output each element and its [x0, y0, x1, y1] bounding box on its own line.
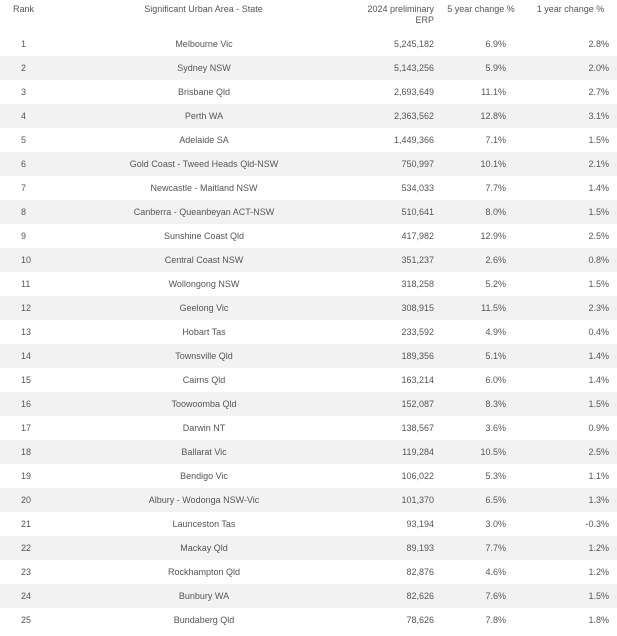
rank-cell: 23 — [21, 567, 32, 577]
five-year-change-cell: 11.1% — [481, 87, 506, 97]
erp-cell: 1,449,366 — [393, 135, 434, 145]
table-row — [0, 368, 617, 392]
rank-cell: 11 — [21, 279, 31, 289]
area-cell: Launceston Tas — [172, 519, 236, 529]
table-row — [0, 536, 617, 560]
five-year-change-cell: 3.6% — [485, 423, 506, 433]
rank-cell: 19 — [21, 471, 32, 481]
table-row — [0, 104, 617, 128]
area-cell: Hobart Tas — [182, 327, 226, 337]
table-row — [0, 56, 617, 80]
rank-cell: 18 — [21, 447, 32, 457]
table-row — [0, 464, 617, 488]
area-cell: Adelaide SA — [179, 135, 229, 145]
header-one-year-change: 1 year change % — [536, 4, 605, 14]
area-cell: Cairns Qld — [182, 375, 226, 385]
rank-cell: 17 — [21, 423, 32, 433]
erp-cell: 101,370 — [401, 495, 434, 505]
rank-cell: 4 — [21, 111, 27, 121]
rank-cell: 8 — [21, 207, 27, 217]
five-year-change-cell: 10.1% — [480, 159, 506, 169]
area-cell: Bendigo Vic — [180, 471, 228, 481]
rank-cell: 25 — [21, 615, 32, 625]
erp-cell: 93,194 — [406, 519, 434, 529]
one-year-change-cell: 1.8% — [588, 615, 609, 625]
table-row — [0, 344, 617, 368]
rank-cell: 16 — [21, 399, 32, 409]
five-year-change-cell: 6.5% — [485, 495, 506, 505]
area-cell: Canberra - Queanbeyan ACT-NSW — [133, 207, 275, 217]
table-row — [0, 200, 617, 224]
area-cell: Toowoomba Qld — [171, 399, 237, 409]
one-year-change-cell: 1.3% — [588, 495, 609, 505]
table-row — [0, 392, 617, 416]
five-year-change-cell: 8.3% — [485, 399, 506, 409]
header-area: Significant Urban Area - State — [144, 4, 263, 14]
table-row — [0, 512, 617, 536]
one-year-change-cell: 1.2% — [588, 567, 609, 577]
one-year-change-cell: 0.4% — [588, 327, 609, 337]
table-row — [0, 320, 617, 344]
five-year-change-cell: 7.1% — [485, 135, 506, 145]
rank-cell: 5 — [21, 135, 27, 145]
area-cell: Ballarat Vic — [181, 447, 227, 457]
table-row — [0, 32, 617, 56]
rank-cell: 1 — [21, 39, 27, 49]
one-year-change-cell: 1.5% — [588, 279, 609, 289]
one-year-change-cell: 1.5% — [588, 135, 609, 145]
table-row — [0, 224, 617, 248]
erp-cell: 82,626 — [406, 591, 434, 601]
area-cell: Sunshine Coast Qld — [163, 231, 245, 241]
rank-cell: 24 — [21, 591, 32, 601]
one-year-change-cell: 1.4% — [588, 375, 609, 385]
five-year-change-cell: 5.9% — [485, 63, 506, 73]
area-cell: Wollongong NSW — [168, 279, 240, 289]
one-year-change-cell: 0.9% — [588, 423, 609, 433]
five-year-change-cell: 10.5% — [480, 447, 506, 457]
header-row — [0, 0, 617, 32]
one-year-change-cell: 2.3% — [588, 303, 609, 313]
area-cell: Brisbane Qld — [177, 87, 231, 97]
area-cell: Newcastle - Maitland NSW — [150, 183, 258, 193]
rank-cell: 21 — [21, 519, 32, 529]
erp-cell: 2,693,649 — [393, 87, 434, 97]
rank-cell: 2 — [21, 63, 27, 73]
one-year-change-cell: 1.5% — [588, 399, 609, 409]
erp-cell: 2,363,562 — [393, 111, 434, 121]
five-year-change-cell: 7.6% — [485, 591, 506, 601]
one-year-change-cell: 2.5% — [588, 231, 609, 241]
five-year-change-cell: 7.7% — [485, 183, 506, 193]
table-row — [0, 560, 617, 584]
erp-cell: 417,982 — [401, 231, 434, 241]
erp-cell: 5,143,256 — [393, 63, 434, 73]
five-year-change-cell: 7.8% — [485, 615, 506, 625]
one-year-change-cell: 2.1% — [588, 159, 609, 169]
rank-cell: 15 — [21, 375, 32, 385]
one-year-change-cell: 1.5% — [588, 207, 609, 217]
table-body — [0, 32, 617, 632]
one-year-change-cell: 1.5% — [588, 591, 609, 601]
rank-cell: 3 — [21, 87, 27, 97]
erp-cell: 534,033 — [401, 183, 434, 193]
erp-cell: 163,214 — [401, 375, 434, 385]
erp-cell: 750,997 — [401, 159, 434, 169]
area-cell: Townsville Qld — [175, 351, 233, 361]
header-five-year-change: 5 year change % — [447, 4, 515, 14]
area-cell: Albury - Wodonga NSW-Vic — [148, 495, 260, 505]
erp-cell: 189,356 — [401, 351, 434, 361]
erp-cell: 5,245,182 — [393, 39, 434, 49]
table-header — [0, 0, 617, 32]
five-year-change-cell: 4.6% — [485, 567, 506, 577]
five-year-change-cell: 7.7% — [485, 543, 506, 553]
table-row — [0, 176, 617, 200]
area-cell: Rockhampton Qld — [167, 567, 241, 577]
table-row — [0, 296, 617, 320]
area-cell: Bundaberg Qld — [173, 615, 235, 625]
one-year-change-cell: 2.5% — [588, 447, 609, 457]
area-cell: Geelong Vic — [179, 303, 229, 313]
erp-cell: 106,022 — [401, 471, 434, 481]
table-row — [0, 416, 617, 440]
table-row — [0, 488, 617, 512]
one-year-change-cell: 3.1% — [588, 111, 609, 121]
rank-cell: 10 — [21, 255, 32, 265]
one-year-change-cell: 0.8% — [588, 255, 609, 265]
one-year-change-cell: 1.4% — [588, 183, 609, 193]
five-year-change-cell: 3.0% — [485, 519, 506, 529]
erp-cell: 138,567 — [401, 423, 434, 433]
one-year-change-cell: 2.8% — [588, 39, 609, 49]
rank-cell: 20 — [21, 495, 32, 505]
rank-cell: 7 — [21, 183, 27, 193]
erp-cell: 78,626 — [406, 615, 434, 625]
erp-cell: 318,258 — [401, 279, 434, 289]
table-row — [0, 440, 617, 464]
area-cell: Central Coast NSW — [164, 255, 244, 265]
table-row — [0, 608, 617, 632]
one-year-change-cell: -0.3% — [585, 519, 609, 529]
one-year-change-cell: 1.2% — [588, 543, 609, 553]
erp-cell: 351,237 — [401, 255, 434, 265]
one-year-change-cell: 1.1% — [588, 471, 609, 481]
area-cell: Bunbury WA — [178, 591, 230, 601]
header-erp: 2024 preliminary ERP — [367, 4, 434, 25]
five-year-change-cell: 5.3% — [485, 471, 506, 481]
one-year-change-cell: 2.0% — [588, 63, 609, 73]
table-row — [0, 248, 617, 272]
one-year-change-cell: 1.4% — [588, 351, 609, 361]
five-year-change-cell: 8.0% — [485, 207, 506, 217]
five-year-change-cell: 4.9% — [485, 327, 506, 337]
rank-cell: 9 — [21, 231, 27, 241]
header-rank: Rank — [13, 4, 35, 14]
area-cell: Melbourne Vic — [175, 39, 233, 49]
table-row — [0, 152, 617, 176]
erp-cell: 89,193 — [406, 543, 434, 553]
table-row — [0, 272, 617, 296]
erp-cell: 152,087 — [401, 399, 434, 409]
rank-cell: 6 — [21, 159, 27, 169]
table-row — [0, 80, 617, 104]
five-year-change-cell: 11.5% — [481, 303, 506, 313]
erp-cell: 82,876 — [406, 567, 434, 577]
erp-cell: 119,284 — [402, 447, 434, 457]
one-year-change-cell: 2.7% — [588, 87, 609, 97]
erp-cell: 233,592 — [401, 327, 434, 337]
erp-cell: 510,641 — [401, 207, 434, 217]
area-cell: Darwin NT — [182, 423, 226, 433]
rank-cell: 13 — [21, 327, 32, 337]
erp-cell: 308,915 — [401, 303, 434, 313]
rank-cell: 12 — [21, 303, 32, 313]
five-year-change-cell: 6.9% — [485, 39, 506, 49]
area-cell: Mackay Qld — [180, 543, 228, 553]
five-year-change-cell: 5.1% — [485, 351, 506, 361]
table-row — [0, 128, 617, 152]
five-year-change-cell: 12.9% — [480, 231, 506, 241]
five-year-change-cell: 6.0% — [485, 375, 506, 385]
area-cell: Perth WA — [184, 111, 224, 121]
five-year-change-cell: 2.6% — [485, 255, 506, 265]
rank-cell: 14 — [21, 351, 32, 361]
five-year-change-cell: 12.8% — [480, 111, 506, 121]
rank-cell: 22 — [21, 543, 32, 553]
five-year-change-cell: 5.2% — [485, 279, 506, 289]
area-cell: Gold Coast - Tweed Heads Qld-NSW — [129, 159, 279, 169]
table-row — [0, 584, 617, 608]
area-cell: Sydney NSW — [177, 63, 231, 73]
